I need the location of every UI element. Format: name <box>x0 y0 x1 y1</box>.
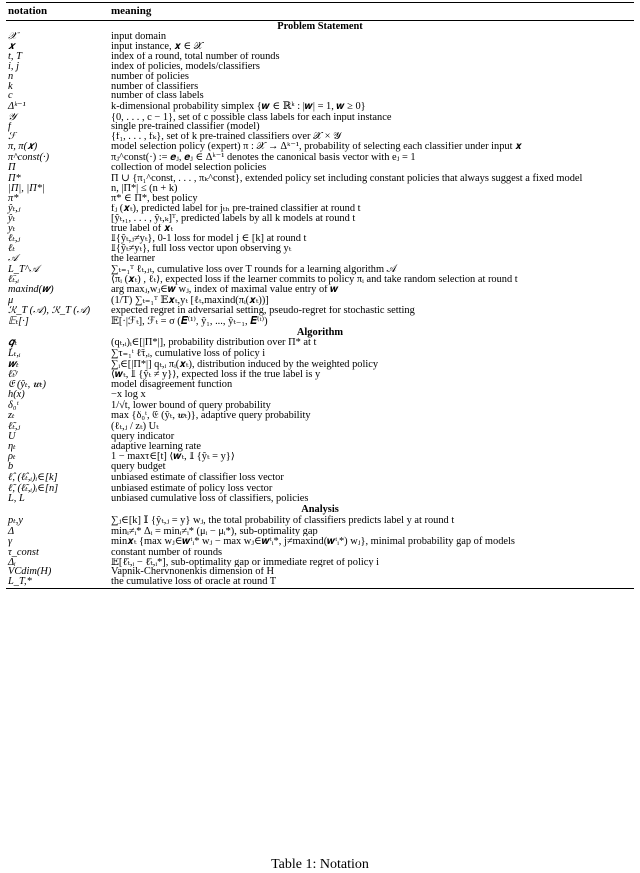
notation-cell: 𝒒ₜ <box>8 338 18 348</box>
meaning-cell: model disagreement function <box>111 380 233 391</box>
notation-cell: ℓ̂ₜʸ <box>8 370 18 381</box>
section-title: Problem Statement <box>277 21 363 32</box>
table-row <box>6 400 634 411</box>
notation-cell: ŷₜ <box>8 214 16 225</box>
meaning-cell: k-dimensional probability simplex {𝒘 ∈ ℝᵏ : |𝒘| = 1, 𝒘 ≥ 0} <box>111 101 366 113</box>
section-title: Analysis <box>301 504 339 516</box>
notation-cell: γ <box>8 536 13 548</box>
table-row <box>6 173 634 184</box>
meaning-cell: π* ∈ Π*, best policy <box>111 194 198 205</box>
notation-cell: c <box>8 91 13 102</box>
notation-cell: 𝒴 <box>8 112 17 123</box>
notation-cell: yₜ <box>8 224 16 235</box>
table-body <box>6 21 634 589</box>
notation-cell: ℓ̂, (ℓ̂ₜ,ᵢ)ᵢ∈[k] <box>8 472 58 484</box>
meaning-cell: n, |Π*| ≤ (n + k) <box>111 184 178 195</box>
meaning-cell: ∑τ₌₁ᵗ ℓ̃τ,ᵢ, cumulative loss of policy i <box>111 347 266 359</box>
meaning-cell: index of policies, models/classifiers <box>111 61 260 72</box>
table-row <box>6 472 634 483</box>
section-title: Algorithm <box>296 327 344 339</box>
notation-cell: μ <box>8 294 14 306</box>
notation-cell: π* <box>8 194 19 205</box>
meaning-cell: constant number of rounds <box>111 547 223 558</box>
meaning-cell: ⟨πᵢ (𝒙ₜ) , ℓₜ⟩, expected loss if the learner commits to policy πᵢ and take random selection at round t <box>111 274 518 285</box>
meaning-cell: {0, . . . , c − 1}, set of c possible class labels for each input instance <box>111 112 392 123</box>
notation-cell: 𝔼ₜ[·] <box>8 315 29 327</box>
notation-cell: maxind(𝒘) <box>8 284 54 295</box>
meaning-cell: true label of 𝒙ₜ <box>111 224 174 235</box>
table-row <box>6 244 634 254</box>
notation-cell: ŷₜ,ⱼ <box>8 204 21 215</box>
table-row <box>6 527 634 537</box>
table-row <box>6 113 634 123</box>
meaning-cell: the cumulative loss of oracle at round T <box>109 577 634 588</box>
table-header-row <box>6 3 634 21</box>
table-row <box>6 483 634 494</box>
notation-cell: ℓₜ,ⱼ <box>8 234 21 244</box>
table-row <box>6 72 634 82</box>
notation-cell: ℓₜ <box>8 243 15 254</box>
table-row <box>6 122 634 132</box>
table-row <box>6 452 634 462</box>
meaning-cell: ∑ⱼ∈[k] 𝕀 {ŷₜ,ⱼ = y} wⱼ, the total probability of classifiers predicts label y at round t <box>111 515 455 527</box>
table-row <box>6 536 634 547</box>
meaning-cell: minᵢ≠ᵢ* Δᵢ = minᵢ≠ᵢ* (μᵢ − μᵢ*), sub-optimality gap <box>111 526 318 537</box>
notation-cell: 𝒘ₜ <box>8 359 19 371</box>
meaning-cell: number of policies <box>111 71 189 82</box>
notation-cell: f <box>8 122 11 133</box>
notation-cell: Δ <box>8 526 15 537</box>
meaning-cell: 1 − maxτ∈[t] ⟨𝒘ₜ, 𝕀 {ŷₜ = y}⟩ <box>111 452 235 463</box>
table-row <box>6 184 634 194</box>
meaning-cell: (1/T) ∑ₜ₌₁ᵀ 𝔼𝒙ₜ,yₜ [ℓₜ,maxind(πᵢ(𝒙ₜ))] <box>111 294 269 306</box>
notation-cell: pₜ,y <box>8 515 23 527</box>
table-row <box>6 432 634 442</box>
section-header-row <box>6 327 634 338</box>
table-row <box>6 515 634 526</box>
notation-cell: π, π(𝒙) <box>8 142 38 153</box>
notation-cell: VCdim(H) <box>8 567 52 578</box>
table-row <box>6 101 634 112</box>
table-row <box>6 359 634 370</box>
meaning-cell: number of class labels <box>111 91 204 102</box>
meaning-cell: index of a round, total number of rounds <box>111 51 280 62</box>
table-row <box>6 306 634 316</box>
meaning-cell: single pre-trained classifier (model) <box>111 122 260 133</box>
notation-cell: π^const(·) <box>8 152 50 164</box>
table-row <box>6 52 634 62</box>
table-row <box>6 316 634 327</box>
table-row <box>6 275 634 285</box>
meaning-cell: ∑ₜ₌₁ᵀ ℓₜ,ⱼₜ, cumulative loss over T rounds for a learning algorithm 𝒜 <box>111 263 397 275</box>
notation-cell: Δᵢ <box>8 557 16 568</box>
notation-cell: 𝔈 (ŷₜ, 𝒘ₜ) <box>8 380 46 391</box>
notation-cell: L_T^𝒜 <box>8 263 39 275</box>
meaning-cell: {f₁, . . . , fₖ}, set of k pre-trained classifiers over 𝒳 × 𝒴 <box>111 132 342 143</box>
notation-cell: 𝒳 <box>8 32 17 42</box>
meaning-cell: (ℓₜ,ⱼ / zₜ) Uₜ <box>111 421 159 433</box>
notation-cell: ηₜ <box>8 442 16 453</box>
meaning-cell: (qₜ,ᵢ)ᵢ∈[|Π*|], probability distribution over Π* at t <box>111 338 317 348</box>
meaning-cell: fⱼ (𝒙ₜ), predicted label for jₜₕ pre-trained classifier at round t <box>111 204 361 215</box>
notation-cell: b <box>8 462 14 473</box>
table-row <box>6 380 634 390</box>
meaning-cell: 𝔼[ℓ̄ₜ,ᵢ − ℓ̄ₜ,ᵢ*], sub-optimality gap or immediate regret of policy i <box>111 557 380 568</box>
notation-cell: τ_const <box>8 547 39 558</box>
table-row <box>6 577 634 588</box>
meaning-cell: [ŷₜ,₁, . . . , ŷₜ,ₖ]ᵀ, predicted labels by all k models at round t <box>111 214 356 225</box>
meaning-cell: unbiased estimate of policy loss vector <box>111 483 273 495</box>
notation-cell: U <box>8 432 16 443</box>
notation-cell: δ₀ᵗ <box>8 400 19 412</box>
meaning-cell: 1/√t, lower bound of query probability <box>111 400 271 412</box>
table-row <box>6 348 634 359</box>
table-row <box>6 82 634 92</box>
header-notation: notation <box>6 3 109 21</box>
meaning-cell: unbiased estimate of classifier loss vector <box>111 472 284 484</box>
section-header-row <box>6 504 634 515</box>
notation-cell: 𝒜 <box>8 253 18 264</box>
table-row <box>6 338 634 348</box>
meaning-cell: 𝔼[·|ℱₜ], ℱₜ = σ (𝑬⁽¹⁾, ŷ₁, ..., ŷₜ₋₁, 𝑬⁽ᵗ⁾) <box>111 315 268 327</box>
table-row <box>6 152 634 163</box>
notation-cell: |Π|, |Π*| <box>8 184 45 195</box>
notation-table-wrapper <box>6 2 634 589</box>
notation-cell: Δᵏ⁻¹ <box>8 101 26 113</box>
notation-table <box>6 2 634 589</box>
notation-cell: 𝒙 <box>8 41 15 52</box>
meaning-cell: Π ∪ {π₁^const, . . . , πₖ^const}, extended policy set including constant policies that always suggest a fixed model <box>111 173 583 185</box>
meaning-cell: Vapnik-Chervnonenkis dimension of H <box>111 567 275 578</box>
notation-cell: L̃ₜ,ᵢ <box>8 347 21 359</box>
notation-cell: Π* <box>8 173 21 185</box>
table-row <box>6 285 634 295</box>
table-row <box>6 32 634 42</box>
meaning-cell: input domain <box>111 32 167 42</box>
meaning-cell: 𝕀{ŷₜ,ⱼ≠yₜ}, 0-1 loss for model j ∈ [k] at round t <box>111 234 307 244</box>
table-row <box>6 390 634 400</box>
table-row <box>6 214 634 224</box>
meaning-cell: number of classifiers <box>111 81 199 92</box>
notation-cell: zₜ <box>8 411 15 422</box>
notation-cell: n <box>8 71 14 82</box>
table-row <box>6 163 634 173</box>
table-row <box>6 42 634 52</box>
table-row <box>6 411 634 421</box>
notation-cell: Π <box>8 163 16 174</box>
meaning-cell: πⱼ^const(·) := 𝒆ⱼ, 𝒆ⱼ ∈ Δᵏ⁻¹ denotes the canonical basis vector with eⱼ = 1 <box>111 152 416 164</box>
table-row <box>6 494 634 504</box>
section-header-row <box>6 21 634 33</box>
meaning-cell: query indicator <box>111 432 175 443</box>
table-row <box>6 132 634 142</box>
table-row <box>6 194 634 204</box>
notation-cell: L̂, L̃ <box>8 494 25 505</box>
meaning-cell: collection of model selection policies <box>111 163 267 174</box>
table-caption: Table 1: Notation <box>271 857 369 872</box>
meaning-cell: −x log x <box>111 390 146 401</box>
notation-cell: k <box>8 81 13 92</box>
table-row <box>6 234 634 244</box>
notation-cell: h(x) <box>8 390 25 401</box>
meaning-cell: model selection policy (expert) π : 𝒳 → Δᵏ⁻¹, probability of selecting each classifier under input 𝒙 <box>111 142 522 153</box>
table-row <box>6 224 634 234</box>
table-row <box>6 370 634 380</box>
meaning-cell: ⟨𝒘ₜ, 𝕀 {ŷₜ ≠ y}⟩, expected loss if the true label is y <box>111 370 321 381</box>
notation-cell: t, T <box>8 51 22 62</box>
notation-cell: i, j <box>8 61 19 72</box>
table-row <box>6 264 634 275</box>
notation-cell: ℓ̂ₜ,ᵢ <box>8 274 20 285</box>
table-row <box>6 254 634 264</box>
meaning-cell: input instance, 𝒙 ∈ 𝒳 <box>111 41 203 52</box>
table-row <box>6 567 634 577</box>
meaning-cell: expected regret in adversarial setting, pseudo-regret for stochastic setting <box>111 305 415 316</box>
table-row <box>6 295 634 306</box>
notation-cell: ℓ̃, (ℓ̃ₜ,ᵢ)ᵢ∈[n] <box>8 483 59 495</box>
table-row <box>6 558 634 568</box>
header-meaning: meaning <box>109 3 634 21</box>
meaning-cell: arg maxⱼ,wⱼ∈𝒘 wⱼ, index of maximal value entry of 𝒘 <box>111 284 339 295</box>
meaning-cell: adaptive learning rate <box>111 442 202 453</box>
meaning-cell: 𝕀{ŷₜ≠yₜ}, full loss vector upon observing yₜ <box>111 243 292 254</box>
notation-cell: L_T,* <box>6 577 109 588</box>
notation-cell: ρₜ <box>8 452 16 463</box>
meaning-cell: query budget <box>111 462 166 473</box>
meaning-cell: min𝒙ₜ {max wⱼ∈𝒘ᵗᵢ* wⱼ − max wⱼ∈𝒘ᵗᵢ*, j≠maxind(𝒘ᵗᵢ*) wⱼ}, minimal probability gap of models <box>111 536 515 548</box>
table-row <box>6 442 634 452</box>
meaning-cell: ∑ᵢ∈[|Π*|] qₜ,ᵢ πᵢ(𝒙ₜ), distribution induced by the weighted policy <box>111 359 379 371</box>
table-row <box>6 462 634 472</box>
meaning-cell: unbiased cumulative loss of classifiers, policies <box>111 494 309 505</box>
notation-cell: ℛ_T (𝒜), ℛ̄_T (𝒜) <box>8 305 91 316</box>
notation-cell: ℱ <box>8 132 17 143</box>
table-row <box>6 548 634 558</box>
table-row <box>6 421 634 432</box>
notation-cell: ℓ̃ₜ,ⱼ <box>8 421 21 433</box>
meaning-cell: the learner <box>111 253 156 264</box>
table-row <box>6 142 634 152</box>
table-row <box>6 62 634 72</box>
table-row <box>6 91 634 101</box>
table-row <box>6 204 634 214</box>
meaning-cell: max {δ₀ᵗ, 𝔈 (ŷₜ, 𝒘ₜ)}, adaptive query probability <box>111 411 311 422</box>
